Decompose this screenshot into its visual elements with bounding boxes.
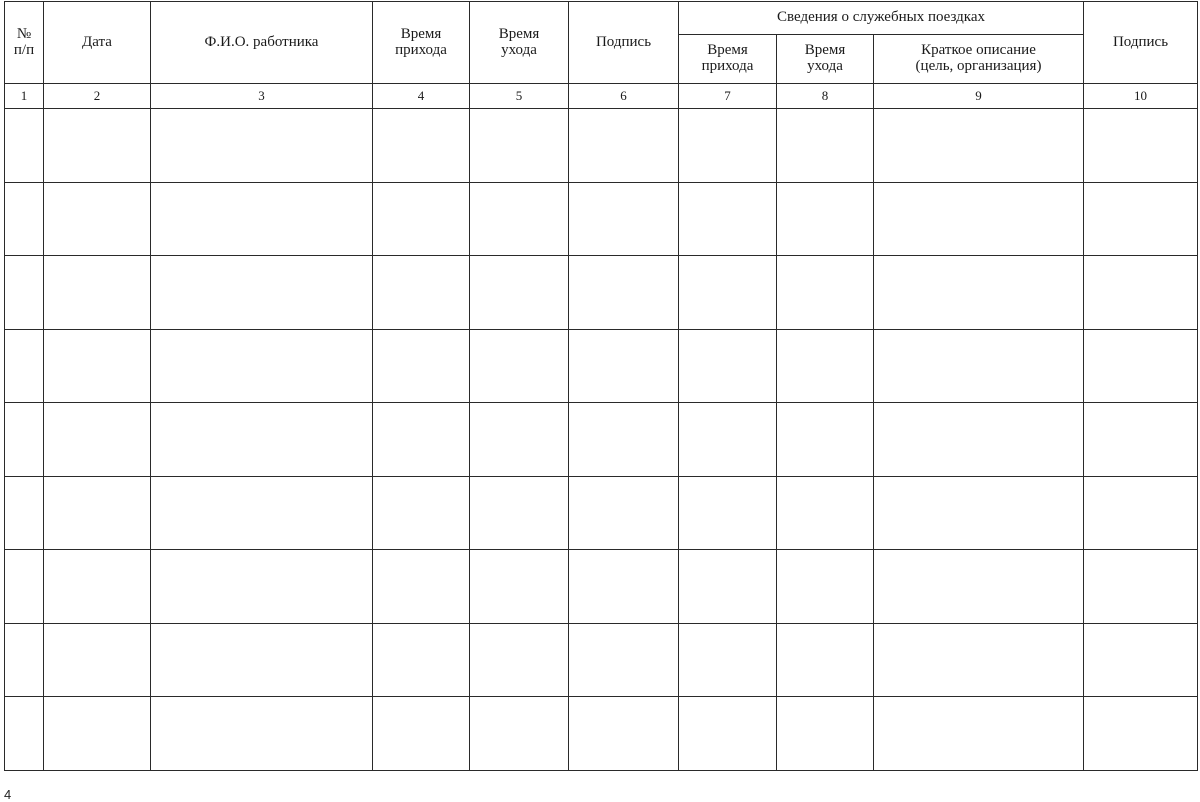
table-cell[interactable]	[470, 256, 569, 330]
table-row	[5, 623, 1198, 697]
table-cell[interactable]	[1084, 550, 1198, 624]
table-cell[interactable]	[5, 329, 44, 403]
column-number: 3	[151, 84, 373, 109]
table-cell[interactable]	[1084, 403, 1198, 477]
table-cell[interactable]	[777, 403, 874, 477]
column-number: 7	[679, 84, 777, 109]
table-cell[interactable]	[44, 256, 151, 330]
header-trip-departure-time: Время ухода	[777, 35, 874, 84]
table-cell[interactable]	[44, 329, 151, 403]
table-cell[interactable]	[151, 182, 373, 256]
header-employee-name: Ф.И.О. работника	[151, 2, 373, 84]
table-cell[interactable]	[373, 329, 470, 403]
table-cell[interactable]	[874, 256, 1084, 330]
table-cell[interactable]	[151, 256, 373, 330]
header-departure-time: Время ухода	[470, 2, 569, 84]
table-cell[interactable]	[777, 697, 874, 771]
table-cell[interactable]	[5, 697, 44, 771]
table-cell[interactable]	[151, 403, 373, 477]
table-cell[interactable]	[44, 109, 151, 183]
header-number: № п/п	[5, 2, 44, 84]
header-arrival-time: Время прихода	[373, 2, 470, 84]
table-row	[5, 403, 1198, 477]
table-cell[interactable]	[470, 476, 569, 550]
table-cell[interactable]	[679, 403, 777, 477]
table-row	[5, 550, 1198, 624]
table-cell[interactable]	[470, 697, 569, 771]
table-cell[interactable]	[1084, 476, 1198, 550]
table-cell[interactable]	[1084, 623, 1198, 697]
table-cell[interactable]	[151, 697, 373, 771]
header-business-trips-group: Сведения о служебных поездках	[679, 2, 1084, 35]
column-number: 9	[874, 84, 1084, 109]
time-log-table	[4, 1, 1198, 771]
table-cell[interactable]	[1084, 109, 1198, 183]
table-cell[interactable]	[679, 476, 777, 550]
table-cell[interactable]	[679, 697, 777, 771]
table-cell[interactable]	[151, 623, 373, 697]
table-cell[interactable]	[373, 550, 470, 624]
table-cell[interactable]	[44, 623, 151, 697]
table-cell[interactable]	[1084, 329, 1198, 403]
column-number: 2	[44, 84, 151, 109]
table-cell[interactable]	[679, 329, 777, 403]
table-row	[5, 256, 1198, 330]
table-cell[interactable]	[373, 697, 470, 771]
table-cell[interactable]	[569, 329, 679, 403]
table-cell[interactable]	[874, 329, 1084, 403]
table-cell[interactable]	[874, 697, 1084, 771]
table-cell[interactable]	[679, 109, 777, 183]
table-cell[interactable]	[569, 256, 679, 330]
table-cell[interactable]	[151, 550, 373, 624]
table-cell[interactable]	[1084, 182, 1198, 256]
table-cell[interactable]	[470, 109, 569, 183]
table-cell[interactable]	[874, 182, 1084, 256]
table-cell[interactable]	[470, 403, 569, 477]
column-number: 1	[5, 84, 44, 109]
table-cell[interactable]	[569, 697, 679, 771]
table-row	[5, 182, 1198, 256]
column-number: 6	[569, 84, 679, 109]
table-cell[interactable]	[679, 256, 777, 330]
table-cell[interactable]	[777, 256, 874, 330]
table-row	[5, 476, 1198, 550]
table-cell[interactable]	[470, 329, 569, 403]
table-cell[interactable]	[373, 109, 470, 183]
header-trip-description: Краткое описание (цель, организация)	[874, 35, 1084, 84]
table-cell[interactable]	[5, 550, 44, 624]
table-cell[interactable]	[777, 476, 874, 550]
table-cell[interactable]	[470, 623, 569, 697]
table-cell[interactable]	[1084, 256, 1198, 330]
table-cell[interactable]	[5, 109, 44, 183]
header-signature-2: Подпись	[1084, 2, 1198, 84]
table-cell[interactable]	[569, 403, 679, 477]
table-cell[interactable]	[569, 109, 679, 183]
table-cell[interactable]	[373, 403, 470, 477]
table-cell[interactable]	[874, 109, 1084, 183]
column-number: 5	[470, 84, 569, 109]
table-cell[interactable]	[373, 256, 470, 330]
header-date: Дата	[44, 2, 151, 84]
column-number: 8	[777, 84, 874, 109]
table-cell[interactable]	[5, 623, 44, 697]
header-signature: Подпись	[569, 2, 679, 84]
table-cell[interactable]	[874, 476, 1084, 550]
table-cell[interactable]	[679, 182, 777, 256]
table-row	[5, 697, 1198, 771]
table-cell[interactable]	[373, 476, 470, 550]
table-cell[interactable]	[569, 550, 679, 624]
column-numbers-row	[5, 84, 1198, 109]
table-cell[interactable]	[373, 623, 470, 697]
page-number: 4	[4, 787, 12, 802]
table-cell[interactable]	[777, 109, 874, 183]
table-cell[interactable]	[569, 476, 679, 550]
table-cell[interactable]	[874, 623, 1084, 697]
table-cell[interactable]	[777, 623, 874, 697]
table-cell[interactable]	[679, 550, 777, 624]
table-cell[interactable]	[151, 109, 373, 183]
table-cell[interactable]	[44, 476, 151, 550]
column-number: 10	[1084, 84, 1198, 109]
table-cell[interactable]	[373, 182, 470, 256]
table-cell[interactable]	[5, 403, 44, 477]
table-cell[interactable]	[151, 476, 373, 550]
column-number: 4	[373, 84, 470, 109]
table-cell[interactable]	[777, 550, 874, 624]
table-cell[interactable]	[5, 476, 44, 550]
table-cell[interactable]	[777, 329, 874, 403]
table-cell[interactable]	[44, 697, 151, 771]
header-trip-arrival-time: Время прихода	[679, 35, 777, 84]
table-cell[interactable]	[470, 550, 569, 624]
table-body	[5, 109, 1198, 771]
table-row	[5, 329, 1198, 403]
table-cell[interactable]	[874, 550, 1084, 624]
table-cell[interactable]	[5, 182, 44, 256]
table-row	[5, 109, 1198, 183]
table-cell[interactable]	[44, 182, 151, 256]
table-cell[interactable]	[777, 182, 874, 256]
table-cell[interactable]	[44, 550, 151, 624]
table-cell[interactable]	[5, 256, 44, 330]
table-cell[interactable]	[1084, 697, 1198, 771]
table-cell[interactable]	[569, 623, 679, 697]
table-cell[interactable]	[44, 403, 151, 477]
table-cell[interactable]	[151, 329, 373, 403]
table-cell[interactable]	[874, 403, 1084, 477]
table-cell[interactable]	[470, 182, 569, 256]
table-cell[interactable]	[679, 623, 777, 697]
table-cell[interactable]	[569, 182, 679, 256]
